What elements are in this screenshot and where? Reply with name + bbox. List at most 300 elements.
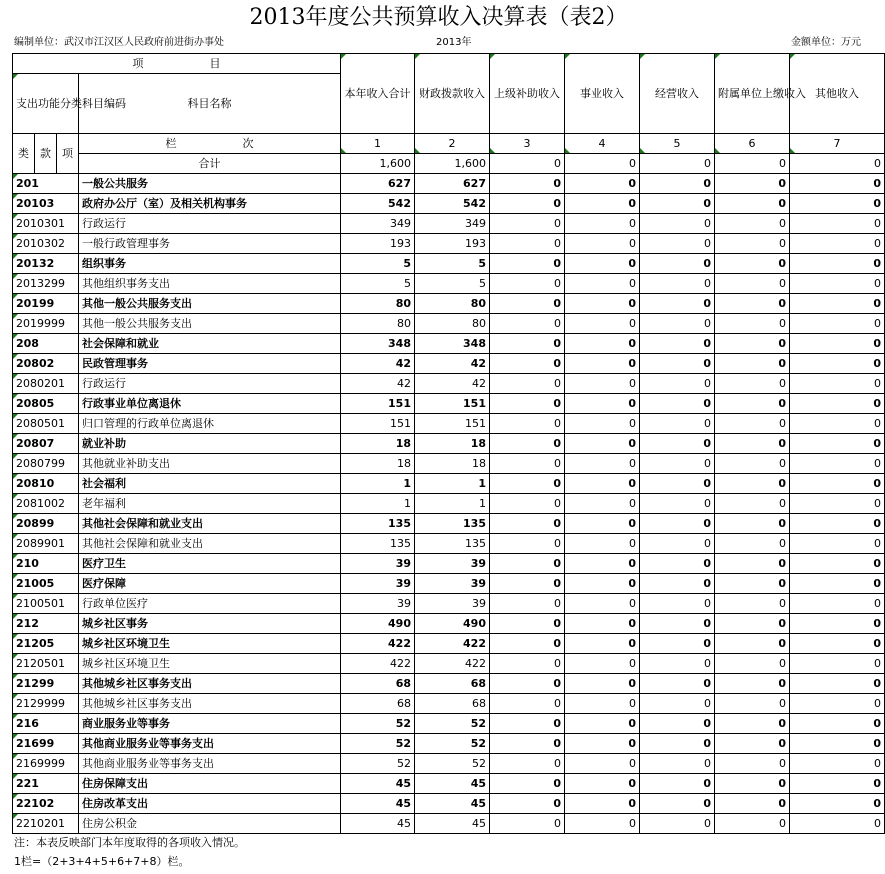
row-value-col-6: 0 xyxy=(715,754,790,774)
row-name: 政府办公厅（室）及相关机构事务 xyxy=(79,194,341,214)
row-code: 2081002 xyxy=(13,494,79,514)
table-row xyxy=(13,814,885,834)
row-value-col-4: 0 xyxy=(565,494,640,514)
row-value-col-3: 0 xyxy=(490,354,565,374)
row-value-col-4: 0 xyxy=(565,754,640,774)
table-row xyxy=(13,374,885,394)
row-value-col-4: 0 xyxy=(565,794,640,814)
row-name: 其他一般公共服务支出 xyxy=(79,294,341,314)
row-value-col-7: 0 xyxy=(790,474,885,494)
row-code: 21299 xyxy=(13,674,79,694)
row-value-col-3: 0 xyxy=(490,234,565,254)
row-value-col-1: 39 xyxy=(341,574,415,594)
row-value-col-4: 0 xyxy=(565,474,640,494)
row-name: 住房改革支出 xyxy=(79,794,341,814)
row-value-col-4: 0 xyxy=(565,234,640,254)
row-value-col-6: 0 xyxy=(715,274,790,294)
row-value-col-5: 0 xyxy=(640,374,715,394)
row-code: 21005 xyxy=(13,574,79,594)
row-value-col-3: 0 xyxy=(490,794,565,814)
row-name: 老年福利 xyxy=(79,494,341,514)
table-row xyxy=(13,794,885,814)
row-value-col-7: 0 xyxy=(790,554,885,574)
row-code: 20103 xyxy=(13,194,79,214)
row-value-col-1: 18 xyxy=(341,454,415,474)
row-value-col-1: 80 xyxy=(341,314,415,334)
row-value-col-7: 0 xyxy=(790,314,885,334)
row-name: 其他社会保障和就业支出 xyxy=(79,534,341,554)
row-value-col-2: 18 xyxy=(415,454,490,474)
row-value-col-1: 1 xyxy=(341,474,415,494)
row-code: 221 xyxy=(13,774,79,794)
row-value-col-2: 45 xyxy=(415,814,490,834)
row-code: 2010301 xyxy=(13,214,79,234)
footnote-formula: 1栏=（2+3+4+5+6+7+8）栏。 xyxy=(14,855,190,868)
total-value: 0 xyxy=(640,154,715,174)
row-value-col-5: 0 xyxy=(640,614,715,634)
row-value-col-4: 0 xyxy=(565,294,640,314)
row-value-col-6: 0 xyxy=(715,534,790,554)
row-value-col-3: 0 xyxy=(490,434,565,454)
row-value-col-5: 0 xyxy=(640,634,715,654)
row-name: 其他就业补助支出 xyxy=(79,454,341,474)
row-code: 21699 xyxy=(13,734,79,754)
row-value-col-6: 0 xyxy=(715,554,790,574)
total-value: 1,600 xyxy=(415,154,490,174)
table-row xyxy=(13,754,885,774)
table-row xyxy=(13,274,885,294)
row-value-col-7: 0 xyxy=(790,254,885,274)
row-value-col-6: 0 xyxy=(715,394,790,414)
row-name: 城乡社区事务 xyxy=(79,614,341,634)
header-lanci: 栏 次 xyxy=(79,134,341,154)
table-row xyxy=(13,234,885,254)
row-value-col-4: 0 xyxy=(565,434,640,454)
row-value-col-6: 0 xyxy=(715,194,790,214)
row-value-col-7: 0 xyxy=(790,594,885,614)
header-lei: 类 xyxy=(13,134,35,174)
row-value-col-2: 80 xyxy=(415,294,490,314)
row-value-col-3: 0 xyxy=(490,754,565,774)
row-value-col-3: 0 xyxy=(490,474,565,494)
row-name: 行政单位医疗 xyxy=(79,594,341,614)
row-value-col-3: 0 xyxy=(490,534,565,554)
row-value-col-7: 0 xyxy=(790,374,885,394)
row-value-col-4: 0 xyxy=(565,774,640,794)
row-value-col-7: 0 xyxy=(790,674,885,694)
row-code: 2169999 xyxy=(13,754,79,774)
row-value-col-5: 0 xyxy=(640,174,715,194)
row-code: 2019999 xyxy=(13,314,79,334)
table-row xyxy=(13,194,885,214)
table-row xyxy=(13,574,885,594)
total-value: 1,600 xyxy=(341,154,415,174)
row-value-col-5: 0 xyxy=(640,554,715,574)
row-value-col-4: 0 xyxy=(565,354,640,374)
row-value-col-2: 39 xyxy=(415,594,490,614)
row-name: 社会保障和就业 xyxy=(79,334,341,354)
row-value-col-5: 0 xyxy=(640,774,715,794)
row-value-col-2: 422 xyxy=(415,654,490,674)
row-value-col-7: 0 xyxy=(790,794,885,814)
table-row xyxy=(13,414,885,434)
row-value-col-2: 151 xyxy=(415,394,490,414)
row-value-col-2: 52 xyxy=(415,754,490,774)
row-name: 城乡社区环境卫生 xyxy=(79,654,341,674)
row-value-col-3: 0 xyxy=(490,554,565,574)
row-value-col-4: 0 xyxy=(565,734,640,754)
row-value-col-3: 0 xyxy=(490,774,565,794)
row-name: 社会福利 xyxy=(79,474,341,494)
col-number-3: 3 xyxy=(490,134,565,154)
header-code-label: 支出功能分类科目编码 xyxy=(13,74,79,134)
header-col-1: 本年收入合计 xyxy=(341,54,415,134)
row-value-col-4: 0 xyxy=(565,714,640,734)
row-code: 2013299 xyxy=(13,274,79,294)
currency-unit: 金额单位：万元 xyxy=(791,37,861,48)
row-value-col-3: 0 xyxy=(490,574,565,594)
row-value-col-7: 0 xyxy=(790,294,885,314)
row-value-col-5: 0 xyxy=(640,254,715,274)
table-row xyxy=(13,554,885,574)
row-value-col-7: 0 xyxy=(790,274,885,294)
table-row xyxy=(13,714,885,734)
row-value-col-5: 0 xyxy=(640,694,715,714)
header-row-item xyxy=(13,54,885,74)
col-number-6: 6 xyxy=(715,134,790,154)
row-value-col-7: 0 xyxy=(790,574,885,594)
row-code: 20132 xyxy=(13,254,79,274)
row-value-col-2: 135 xyxy=(415,534,490,554)
table-row xyxy=(13,654,885,674)
row-value-col-6: 0 xyxy=(715,734,790,754)
row-value-col-4: 0 xyxy=(565,554,640,574)
row-value-col-7: 0 xyxy=(790,634,885,654)
row-value-col-2: 42 xyxy=(415,374,490,394)
table-row xyxy=(13,514,885,534)
row-code: 208 xyxy=(13,334,79,354)
row-value-col-4: 0 xyxy=(565,394,640,414)
row-value-col-3: 0 xyxy=(490,654,565,674)
row-value-col-5: 0 xyxy=(640,734,715,754)
row-value-col-5: 0 xyxy=(640,494,715,514)
row-value-col-1: 422 xyxy=(341,634,415,654)
row-value-col-6: 0 xyxy=(715,654,790,674)
row-name: 其他一般公共服务支出 xyxy=(79,314,341,334)
row-value-col-6: 0 xyxy=(715,454,790,474)
row-name: 其他组织事务支出 xyxy=(79,274,341,294)
row-value-col-3: 0 xyxy=(490,454,565,474)
row-value-col-5: 0 xyxy=(640,194,715,214)
row-value-col-4: 0 xyxy=(565,174,640,194)
header-col-6: 附属单位上缴收入 xyxy=(715,54,790,134)
row-name: 行政运行 xyxy=(79,214,341,234)
row-code: 212 xyxy=(13,614,79,634)
row-value-col-3: 0 xyxy=(490,494,565,514)
row-value-col-6: 0 xyxy=(715,514,790,534)
row-value-col-1: 542 xyxy=(341,194,415,214)
row-value-col-4: 0 xyxy=(565,594,640,614)
header-col-4: 事业收入 xyxy=(565,54,640,134)
row-value-col-5: 0 xyxy=(640,354,715,374)
row-name: 其他城乡社区事务支出 xyxy=(79,674,341,694)
row-value-col-5: 0 xyxy=(640,714,715,734)
row-value-col-2: 348 xyxy=(415,334,490,354)
row-value-col-7: 0 xyxy=(790,654,885,674)
row-code: 2129999 xyxy=(13,694,79,714)
row-value-col-6: 0 xyxy=(715,614,790,634)
row-value-col-2: 627 xyxy=(415,174,490,194)
row-value-col-1: 135 xyxy=(341,514,415,534)
row-value-col-7: 0 xyxy=(790,774,885,794)
row-code: 2080799 xyxy=(13,454,79,474)
row-code: 210 xyxy=(13,554,79,574)
row-value-col-3: 0 xyxy=(490,714,565,734)
total-value: 0 xyxy=(565,154,640,174)
table-row xyxy=(13,314,885,334)
table-row xyxy=(13,694,885,714)
row-value-col-4: 0 xyxy=(565,694,640,714)
row-code: 2089901 xyxy=(13,534,79,554)
row-value-col-6: 0 xyxy=(715,774,790,794)
row-value-col-4: 0 xyxy=(565,254,640,274)
row-value-col-7: 0 xyxy=(790,234,885,254)
row-value-col-6: 0 xyxy=(715,814,790,834)
row-value-col-4: 0 xyxy=(565,514,640,534)
row-value-col-2: 1 xyxy=(415,474,490,494)
row-value-col-6: 0 xyxy=(715,314,790,334)
row-value-col-2: 68 xyxy=(415,674,490,694)
row-value-col-2: 542 xyxy=(415,194,490,214)
row-value-col-4: 0 xyxy=(565,674,640,694)
row-name: 医疗卫生 xyxy=(79,554,341,574)
row-value-col-4: 0 xyxy=(565,374,640,394)
row-code: 20802 xyxy=(13,354,79,374)
row-value-col-7: 0 xyxy=(790,714,885,734)
row-value-col-2: 45 xyxy=(415,794,490,814)
row-code: 20805 xyxy=(13,394,79,414)
row-value-col-6: 0 xyxy=(715,254,790,274)
table-row xyxy=(13,674,885,694)
row-code: 2080201 xyxy=(13,374,79,394)
table-row xyxy=(13,334,885,354)
total-value: 0 xyxy=(790,154,885,174)
table-row xyxy=(13,494,885,514)
row-value-col-2: 39 xyxy=(415,574,490,594)
row-code: 201 xyxy=(13,174,79,194)
row-value-col-4: 0 xyxy=(565,614,640,634)
report-year: 2013年 xyxy=(436,37,472,48)
row-value-col-3: 0 xyxy=(490,734,565,754)
row-value-col-3: 0 xyxy=(490,334,565,354)
row-code: 2210201 xyxy=(13,814,79,834)
row-value-col-3: 0 xyxy=(490,634,565,654)
row-value-col-1: 193 xyxy=(341,234,415,254)
row-value-col-6: 0 xyxy=(715,794,790,814)
row-value-col-3: 0 xyxy=(490,514,565,534)
row-value-col-4: 0 xyxy=(565,814,640,834)
row-value-col-6: 0 xyxy=(715,714,790,734)
row-code: 2120501 xyxy=(13,654,79,674)
total-label: 合计 xyxy=(79,154,341,174)
table-row xyxy=(13,474,885,494)
row-value-col-2: 52 xyxy=(415,714,490,734)
row-value-col-3: 0 xyxy=(490,694,565,714)
row-value-col-6: 0 xyxy=(715,594,790,614)
footnote: 注：本表反映部门本年度取得的各项收入情况。 xyxy=(14,836,245,849)
row-value-col-5: 0 xyxy=(640,434,715,454)
row-value-col-5: 0 xyxy=(640,754,715,774)
row-value-col-2: 193 xyxy=(415,234,490,254)
row-value-col-7: 0 xyxy=(790,414,885,434)
row-value-col-1: 42 xyxy=(341,374,415,394)
row-value-col-7: 0 xyxy=(790,734,885,754)
row-name: 商业服务业等事务 xyxy=(79,714,341,734)
row-value-col-1: 45 xyxy=(341,814,415,834)
row-code: 20810 xyxy=(13,474,79,494)
row-name: 归口管理的行政单位离退休 xyxy=(79,414,341,434)
row-value-col-7: 0 xyxy=(790,814,885,834)
row-value-col-1: 422 xyxy=(341,654,415,674)
row-name: 就业补助 xyxy=(79,434,341,454)
row-code: 2010302 xyxy=(13,234,79,254)
row-value-col-1: 45 xyxy=(341,774,415,794)
row-value-col-7: 0 xyxy=(790,534,885,554)
row-value-col-5: 0 xyxy=(640,294,715,314)
row-value-col-1: 627 xyxy=(341,174,415,194)
table-row xyxy=(13,434,885,454)
table-row xyxy=(13,394,885,414)
header-col-3: 上级补助收入 xyxy=(490,54,565,134)
row-value-col-6: 0 xyxy=(715,294,790,314)
header-row-number xyxy=(13,134,885,154)
row-value-col-1: 45 xyxy=(341,794,415,814)
row-value-col-7: 0 xyxy=(790,494,885,514)
total-value: 0 xyxy=(715,154,790,174)
row-code: 22102 xyxy=(13,794,79,814)
row-value-col-6: 0 xyxy=(715,494,790,514)
row-value-col-2: 42 xyxy=(415,354,490,374)
row-value-col-7: 0 xyxy=(790,214,885,234)
row-value-col-4: 0 xyxy=(565,574,640,594)
row-value-col-5: 0 xyxy=(640,654,715,674)
table-row xyxy=(13,214,885,234)
row-name: 行政事业单位离退休 xyxy=(79,394,341,414)
row-code: 2100501 xyxy=(13,594,79,614)
row-name: 其他城乡社区事务支出 xyxy=(79,694,341,714)
row-value-col-3: 0 xyxy=(490,394,565,414)
table-row xyxy=(13,594,885,614)
row-value-col-7: 0 xyxy=(790,434,885,454)
row-code: 20899 xyxy=(13,514,79,534)
row-value-col-3: 0 xyxy=(490,594,565,614)
row-value-col-6: 0 xyxy=(715,674,790,694)
row-value-col-1: 52 xyxy=(341,714,415,734)
row-value-col-5: 0 xyxy=(640,234,715,254)
row-value-col-5: 0 xyxy=(640,594,715,614)
row-value-col-1: 5 xyxy=(341,274,415,294)
row-value-col-6: 0 xyxy=(715,474,790,494)
row-value-col-4: 0 xyxy=(565,634,640,654)
row-value-col-1: 42 xyxy=(341,354,415,374)
row-value-col-7: 0 xyxy=(790,514,885,534)
row-value-col-4: 0 xyxy=(565,194,640,214)
row-value-col-3: 0 xyxy=(490,314,565,334)
col-number-4: 4 xyxy=(565,134,640,154)
row-value-col-3: 0 xyxy=(490,294,565,314)
row-value-col-5: 0 xyxy=(640,674,715,694)
row-value-col-6: 0 xyxy=(715,574,790,594)
row-value-col-1: 52 xyxy=(341,754,415,774)
row-code: 2080501 xyxy=(13,414,79,434)
col-number-1: 1 xyxy=(341,134,415,154)
row-code: 21205 xyxy=(13,634,79,654)
row-name: 城乡社区环境卫生 xyxy=(79,634,341,654)
row-name: 住房保障支出 xyxy=(79,774,341,794)
row-value-col-1: 5 xyxy=(341,254,415,274)
row-value-col-3: 0 xyxy=(490,674,565,694)
row-name: 住房公积金 xyxy=(79,814,341,834)
row-value-col-1: 52 xyxy=(341,734,415,754)
page-title: 2013年度公共预算收入决算表（表2） xyxy=(249,5,628,30)
row-value-col-2: 1 xyxy=(415,494,490,514)
header-col-5: 经营收入 xyxy=(640,54,715,134)
table-row xyxy=(13,454,885,474)
col-number-2: 2 xyxy=(415,134,490,154)
row-value-col-7: 0 xyxy=(790,174,885,194)
row-value-col-4: 0 xyxy=(565,274,640,294)
table-row xyxy=(13,254,885,274)
row-name: 其他社会保障和就业支出 xyxy=(79,514,341,534)
row-value-col-6: 0 xyxy=(715,214,790,234)
row-value-col-2: 422 xyxy=(415,634,490,654)
row-value-col-1: 68 xyxy=(341,674,415,694)
revenue-table xyxy=(12,53,885,834)
row-name: 民政管理事务 xyxy=(79,354,341,374)
row-value-col-5: 0 xyxy=(640,474,715,494)
row-value-col-4: 0 xyxy=(565,654,640,674)
row-value-col-3: 0 xyxy=(490,194,565,214)
row-value-col-1: 348 xyxy=(341,334,415,354)
row-value-col-5: 0 xyxy=(640,574,715,594)
row-value-col-1: 349 xyxy=(341,214,415,234)
col-number-5: 5 xyxy=(640,134,715,154)
row-value-col-3: 0 xyxy=(490,814,565,834)
row-name: 其他商业服务业等事务支出 xyxy=(79,734,341,754)
row-value-col-3: 0 xyxy=(490,254,565,274)
row-value-col-7: 0 xyxy=(790,394,885,414)
table-row xyxy=(13,534,885,554)
total-value: 0 xyxy=(490,154,565,174)
row-value-col-6: 0 xyxy=(715,334,790,354)
table-row xyxy=(13,734,885,754)
row-value-col-5: 0 xyxy=(640,814,715,834)
compiling-unit: 编制单位：武汉市江汉区人民政府前进街办事处 xyxy=(14,37,224,48)
row-value-col-2: 490 xyxy=(415,614,490,634)
row-code: 216 xyxy=(13,714,79,734)
row-value-col-1: 39 xyxy=(341,594,415,614)
total-row xyxy=(13,154,885,174)
row-value-col-2: 135 xyxy=(415,514,490,534)
row-value-col-4: 0 xyxy=(565,334,640,354)
row-value-col-7: 0 xyxy=(790,614,885,634)
row-name: 一般行政管理事务 xyxy=(79,234,341,254)
row-value-col-5: 0 xyxy=(640,794,715,814)
row-value-col-1: 151 xyxy=(341,394,415,414)
row-value-col-5: 0 xyxy=(640,214,715,234)
header-xiang: 项 xyxy=(57,134,79,174)
row-value-col-3: 0 xyxy=(490,374,565,394)
